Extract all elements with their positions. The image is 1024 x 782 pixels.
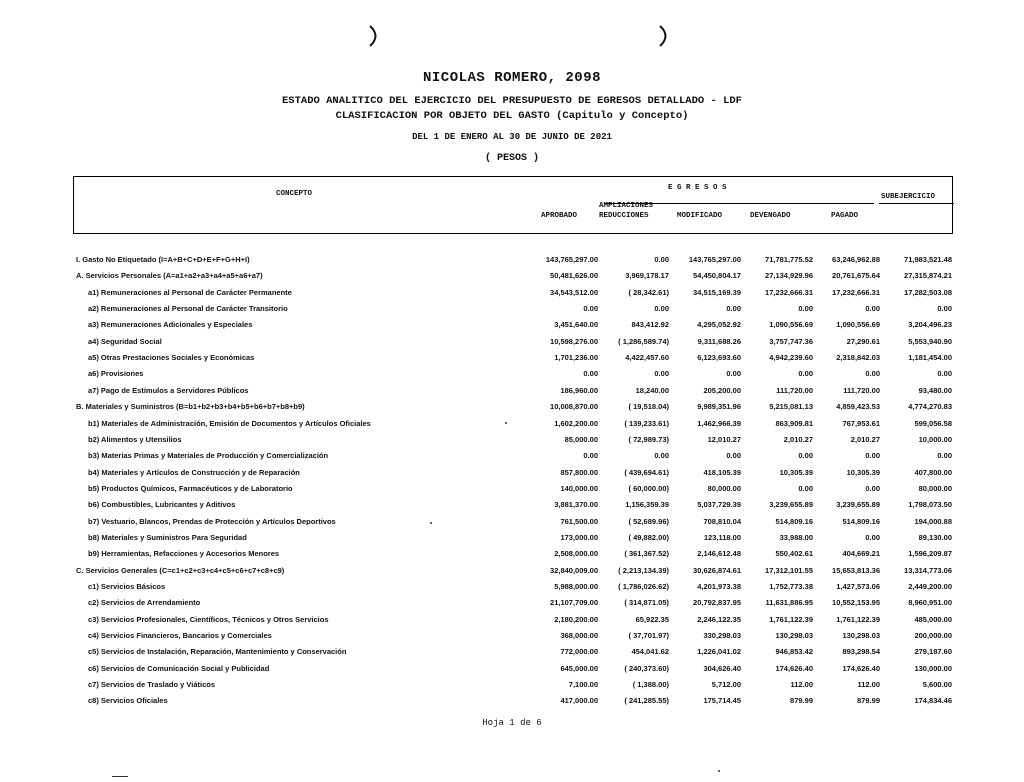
row-sub: 80,000.00 <box>918 483 952 493</box>
row-devengado: 1,752,773.38 <box>769 582 813 591</box>
row-aprobado: 143,765,297.00 <box>545 255 598 264</box>
report-currency: ( PESOS ) <box>484 153 539 164</box>
row-modificado: 30,626,874.61 <box>693 565 741 575</box>
row-modificado: 9,989,351.96 <box>697 402 741 412</box>
row-concept: c6) Servicios de Comunicación Social y Publicidad <box>88 663 270 673</box>
row-amp: ( 1,286,589.74) <box>618 336 669 346</box>
row-aprobado: 1,701,236.00 <box>554 353 598 363</box>
table-row <box>0 500 1024 516</box>
scan-speck <box>505 422 507 424</box>
row-devengado: 17,232,666.31 <box>765 287 813 297</box>
table-row <box>0 304 1024 320</box>
table-row <box>0 288 1024 304</box>
row-amp: 3,969,178.17 <box>625 271 669 281</box>
row-modificado: 12,010.27 <box>707 434 741 444</box>
table-row <box>0 566 1024 582</box>
row-devengado: 0.00 <box>798 483 813 493</box>
header-reducciones: REDUCCIONES <box>599 212 649 220</box>
row-devengado: 0.00 <box>798 304 813 314</box>
row-concept: c4) Servicios Financieros, Bancarios y Comerciales <box>88 631 272 641</box>
row-modificado: 5,712.00 <box>711 680 741 690</box>
row-sub: 8,960,951.00 <box>908 598 952 608</box>
row-aprobado: 761,500.00 <box>560 516 598 526</box>
row-sub: 194,000.88 <box>914 516 952 526</box>
table-row <box>0 680 1024 696</box>
table-row <box>0 615 1024 631</box>
report-subtitle: CLASIFICACION POR OBJETO DEL GASTO (Capitulo y Concepto) <box>335 110 689 122</box>
row-amp: ( 37,701.97) <box>628 631 669 641</box>
table-row <box>0 631 1024 647</box>
row-modificado: 205,200.00 <box>703 385 741 395</box>
row-sub: 5,600.00 <box>922 680 952 690</box>
row-concept: a5) Otras Prestaciones Sociales y Económicas <box>88 353 255 363</box>
row-modificado: 143,765,297.00 <box>688 255 741 264</box>
table-row <box>0 598 1024 614</box>
row-concept: b7) Vestuario, Blancos, Prendas de Protección y Artículos Deportivos <box>88 516 336 526</box>
row-pagado: 0.00 <box>865 483 880 493</box>
row-devengado: 10,305.39 <box>779 467 813 477</box>
scan-speck <box>430 522 432 524</box>
row-modificado: 1,462,966.39 <box>697 418 741 428</box>
row-concept: B. Materiales y Suministros (B=b1+b2+b3+b4+b5+b6+b7+b8+b9) <box>76 402 305 412</box>
row-concept: b5) Productos Químicos, Farmacéuticos y de Laboratorio <box>88 483 293 493</box>
row-devengado: 0.00 <box>798 369 813 379</box>
row-pagado: 2,010.27 <box>850 434 880 444</box>
row-aprobado: 7,100.00 <box>568 680 598 690</box>
row-amp: 454,041.62 <box>631 647 669 657</box>
row-pagado: 174,626.40 <box>842 663 880 673</box>
row-concept: c8) Servicios Oficiales <box>88 696 168 706</box>
row-aprobado: 140,000.00 <box>560 483 598 493</box>
row-concept: A. Servicios Personales (A=a1+a2+a3+a4+a5+a6+a7) <box>76 271 263 281</box>
row-amp: 0.00 <box>654 304 669 314</box>
scan-speck <box>718 770 720 772</box>
table-row <box>0 320 1024 336</box>
row-amp: ( 60,000.00) <box>628 483 669 493</box>
row-pagado: 130,298.03 <box>842 631 880 641</box>
row-amp: ( 240,373.60) <box>624 663 669 673</box>
punch-hole-left-icon <box>365 22 383 50</box>
row-modificado: 0.00 <box>726 451 741 461</box>
row-sub: 4,774,270.83 <box>908 402 952 412</box>
row-sub: 0.00 <box>937 304 952 314</box>
row-pagado: 3,239,655.89 <box>836 500 880 510</box>
row-aprobado: 0.00 <box>583 451 598 461</box>
header-pagado: PAGADO <box>831 212 859 220</box>
table-row <box>0 647 1024 663</box>
row-modificado: 2,146,612.48 <box>697 549 741 559</box>
row-modificado: 34,515,169.39 <box>693 287 741 297</box>
row-sub: 130,000.00 <box>914 663 952 673</box>
row-pagado: 1,761,122.39 <box>836 614 880 624</box>
table-row <box>0 271 1024 287</box>
row-pagado: 111,720.00 <box>843 385 880 395</box>
row-sub: 3,204,496.23 <box>908 320 952 330</box>
header-concepto: CONCEPTO <box>276 190 313 198</box>
row-pagado: 893,298.54 <box>842 647 880 657</box>
row-sub: 599,056.58 <box>914 418 952 428</box>
row-sub: 485,000.00 <box>914 614 952 624</box>
row-aprobado: 21,107,709.00 <box>550 598 598 608</box>
row-aprobado: 10,008,870.00 <box>550 402 598 412</box>
row-concept: c7) Servicios de Traslado y Viáticos <box>88 680 216 690</box>
row-aprobado: 32,840,009.00 <box>550 565 598 575</box>
row-concept: a3) Remuneraciones Adicionales y Especiales <box>88 320 253 330</box>
row-concept: b6) Combustibles, Lubricantes y Aditivos <box>88 500 236 510</box>
row-aprobado: 2,180,200.00 <box>554 614 598 624</box>
row-pagado: 1,090,556.69 <box>836 320 880 330</box>
row-devengado: 112.00 <box>790 680 813 690</box>
row-devengado: 4,942,239.60 <box>769 353 813 363</box>
table-row <box>0 517 1024 533</box>
row-modificado: 304,626.40 <box>703 663 741 673</box>
row-modificado: 708,810.04 <box>703 516 741 526</box>
row-pagado: 0.00 <box>865 304 880 314</box>
row-amp: 65,922.35 <box>635 614 669 624</box>
row-modificado: 175,714.45 <box>703 696 741 706</box>
row-devengado: 27,134,929.96 <box>765 271 813 281</box>
row-sub: 10,000.00 <box>918 434 952 444</box>
header-aprobado: APROBADO <box>541 212 578 220</box>
row-concept: a7) Pago de Estímulos a Servidores Públicos <box>88 385 249 395</box>
row-aprobado: 417,000.00 <box>560 696 598 706</box>
report-title: ESTADO ANALITICO DEL EJERCICIO DEL PRESUPUESTO DE EGRESOS DETALLADO - LDF <box>282 95 742 107</box>
row-concept: b3) Materias Primas y Materiales de Producción y Comercialización <box>88 451 329 461</box>
table-row <box>0 419 1024 435</box>
row-modificado: 4,295,052.92 <box>697 320 741 330</box>
row-concept: b1) Materiales de Administración, Emisión de Documentos y Artículos Oficiales <box>88 418 371 428</box>
row-sub: 0.00 <box>937 451 952 461</box>
row-sub: 5,553,940.90 <box>908 336 952 346</box>
row-devengado: 5,215,081.13 <box>769 402 813 412</box>
row-pagado: 20,761,675.64 <box>832 271 880 281</box>
row-amp: 4,422,457.60 <box>625 353 669 363</box>
table-row <box>0 369 1024 385</box>
row-sub: 13,314,773.06 <box>904 565 952 575</box>
row-modificado: 0.00 <box>726 369 741 379</box>
table-row <box>0 664 1024 680</box>
row-pagado: 0.00 <box>865 532 880 542</box>
table-row <box>0 582 1024 598</box>
row-amp: 0.00 <box>654 451 669 461</box>
row-pagado: 514,809.16 <box>842 516 880 526</box>
row-amp: ( 52,689.96) <box>628 516 669 526</box>
row-aprobado: 3,451,640.00 <box>554 320 598 330</box>
row-devengado: 946,853.42 <box>775 647 813 657</box>
row-concept: a1) Remuneraciones al Personal de Carácter Permanente <box>88 287 292 297</box>
table-row <box>0 549 1024 565</box>
row-amp: 843,412.92 <box>631 320 669 330</box>
row-amp: ( 241,285.55) <box>624 696 669 706</box>
page-footer: Hoja 1 de 6 <box>482 718 542 728</box>
punch-hole-right-icon <box>655 22 673 50</box>
row-modificado: 6,123,693.60 <box>697 353 741 363</box>
row-concept: a2) Remuneraciones al Personal de Carácter Transitorio <box>88 304 288 314</box>
row-pagado: 17,232,666.31 <box>832 287 880 297</box>
margin-mark <box>112 776 128 777</box>
row-concept: a4) Seguridad Social <box>88 336 162 346</box>
row-aprobado: 857,800.00 <box>560 467 598 477</box>
row-devengado: 111,720.00 <box>776 385 813 395</box>
row-devengado: 550,402.61 <box>775 549 813 559</box>
row-aprobado: 85,000.00 <box>564 434 598 444</box>
header-subejercicio: SUBEJERCICIO <box>881 193 936 201</box>
table-row <box>0 696 1024 712</box>
row-amp: 18,240.00 <box>635 385 669 395</box>
row-pagado: 0.00 <box>865 369 880 379</box>
row-devengado: 1,761,122.39 <box>769 614 813 624</box>
row-pagado: 10,552,153.95 <box>832 598 880 608</box>
row-amp: ( 49,882.00) <box>628 532 669 542</box>
table-row <box>0 402 1024 418</box>
row-pagado: 2,318,842.03 <box>836 353 880 363</box>
row-aprobado: 34,543,512.00 <box>550 287 598 297</box>
row-pagado: 767,953.61 <box>842 418 880 428</box>
row-modificado: 54,450,804.17 <box>693 271 741 281</box>
row-concept: c3) Servicios Profesionales, Científicos, Técnicos y Otros Servicios <box>88 614 329 624</box>
row-modificado: 1,226,041.02 <box>697 647 741 657</box>
row-modificado: 418,105.39 <box>703 467 741 477</box>
table-row <box>0 435 1024 451</box>
row-modificado: 123,118.00 <box>703 532 741 542</box>
row-modificado: 330,298.03 <box>703 631 741 641</box>
row-devengado: 3,757,747.36 <box>769 336 813 346</box>
row-sub: 2,449,200.00 <box>908 582 952 591</box>
row-pagado: 15,653,813.36 <box>832 565 880 575</box>
row-aprobado: 0.00 <box>583 304 598 314</box>
row-sub: 1,596,209.87 <box>908 549 952 559</box>
row-devengado: 1,090,556.69 <box>769 320 813 330</box>
header-modificado: MODIFICADO <box>677 212 723 220</box>
row-sub: 17,282,503.08 <box>904 287 952 297</box>
row-amp: 0.00 <box>654 255 669 264</box>
row-devengado: 2,010.27 <box>783 434 813 444</box>
row-aprobado: 2,508,000.00 <box>554 549 598 559</box>
row-amp: ( 1,786,026.62) <box>618 582 669 591</box>
row-sub: 0.00 <box>937 369 952 379</box>
table-row <box>0 533 1024 549</box>
row-modificado: 20,792,837.95 <box>693 598 741 608</box>
report-period: DEL 1 DE ENERO AL 30 DE JUNIO DE 2021 <box>412 132 612 142</box>
row-pagado: 0.00 <box>865 451 880 461</box>
row-devengado: 863,909.81 <box>775 418 813 428</box>
row-pagado: 112.00 <box>857 680 880 690</box>
row-devengado: 514,809.16 <box>775 516 813 526</box>
row-devengado: 879.99 <box>790 696 813 706</box>
header-egresos: E G R E S O S <box>668 184 727 192</box>
row-sub: 174,834.46 <box>914 696 952 706</box>
row-concept: C. Servicios Generales (C=c1+c2+c3+c4+c5+c6+c7+c8+c9) <box>76 565 285 575</box>
table-row <box>0 386 1024 402</box>
row-aprobado: 368,000.00 <box>560 631 598 641</box>
row-devengado: 0.00 <box>798 451 813 461</box>
row-pagado: 4,859,423.53 <box>836 402 880 412</box>
header-devengado: DEVENGADO <box>750 212 791 220</box>
row-amp: ( 2,213,134.39) <box>618 565 669 575</box>
row-devengado: 17,312,101.55 <box>765 565 813 575</box>
row-sub: 1,181,454.00 <box>908 353 952 363</box>
row-devengado: 11,631,886.95 <box>765 598 813 608</box>
row-aprobado: 772,000.00 <box>560 647 598 657</box>
table-row <box>0 337 1024 353</box>
table-row <box>0 255 1024 271</box>
row-aprobado: 10,598,276.00 <box>550 336 598 346</box>
header-ampliaciones: AMPLIACIONES <box>599 202 654 210</box>
row-pagado: 63,246,962.88 <box>832 255 880 264</box>
row-sub: 407,800.00 <box>914 467 952 477</box>
row-aprobado: 5,988,000.00 <box>554 582 598 591</box>
row-amp: ( 19,518.04) <box>628 402 669 412</box>
row-amp: 1,156,359.39 <box>625 500 669 510</box>
row-modificado: 0.00 <box>726 304 741 314</box>
row-amp: ( 139,233.61) <box>624 418 669 428</box>
row-sub: 200,000.00 <box>914 631 952 641</box>
row-pagado: 27,290.61 <box>846 336 880 346</box>
row-concept: b9) Herramientas, Refacciones y Accesorios Menores <box>88 549 280 559</box>
row-concept: b4) Materiales y Artículos de Construcción y de Reparación <box>88 467 300 477</box>
entity-title: NICOLAS ROMERO, 2098 <box>422 70 602 86</box>
row-amp: ( 439,694.61) <box>624 467 669 477</box>
row-amp: ( 28,342.61) <box>628 287 669 297</box>
row-concept: c5) Servicios de Instalación, Reparación, Mantenimiento y Conservación <box>88 647 347 657</box>
row-modificado: 4,201,973.38 <box>697 582 741 591</box>
subejercicio-divider <box>879 203 954 204</box>
row-amp: 0.00 <box>654 369 669 379</box>
row-concept: b2) Alimentos y Utensilios <box>88 434 182 444</box>
row-sub: 279,187.60 <box>914 647 952 657</box>
table-row <box>0 353 1024 369</box>
row-devengado: 130,298.03 <box>775 631 813 641</box>
table-row <box>0 468 1024 484</box>
row-concept: a6) Provisiones <box>88 369 144 379</box>
row-pagado: 10,305.39 <box>846 467 880 477</box>
row-aprobado: 645,000.00 <box>560 663 598 673</box>
row-sub: 27,315,874.21 <box>904 271 952 281</box>
row-devengado: 33,988.00 <box>779 532 813 542</box>
row-amp: ( 361,367.52) <box>624 549 669 559</box>
row-sub: 1,798,073.50 <box>908 500 952 510</box>
row-aprobado: 50,481,626.00 <box>550 271 598 281</box>
row-sub: 71,983,521.48 <box>904 255 952 264</box>
row-pagado: 1,427,573.06 <box>836 582 880 591</box>
row-sub: 93,480.00 <box>918 385 952 395</box>
row-amp: ( 314,871.05) <box>624 598 669 608</box>
row-aprobado: 0.00 <box>583 369 598 379</box>
row-concept: b8) Materiales y Suministros Para Seguridad <box>88 532 247 542</box>
row-pagado: 404,669.21 <box>842 549 880 559</box>
row-modificado: 9,311,688.26 <box>697 336 741 346</box>
row-concept: c1) Servicios Básicos <box>88 582 166 591</box>
row-amp: ( 1,388.00) <box>632 680 669 690</box>
row-concept: c2) Servicios de Arrendamiento <box>88 598 201 608</box>
table-row <box>0 451 1024 467</box>
row-aprobado: 173,000.00 <box>560 532 598 542</box>
row-devengado: 71,781,775.52 <box>765 255 813 264</box>
row-pagado: 879.99 <box>857 696 880 706</box>
table-header-box <box>73 176 953 234</box>
row-modificado: 2,246,122.35 <box>697 614 741 624</box>
row-sub: 89,130.00 <box>918 532 952 542</box>
row-aprobado: 3,881,370.00 <box>554 500 598 510</box>
table-row <box>0 484 1024 500</box>
row-amp: ( 72,989.73) <box>628 434 669 444</box>
row-devengado: 174,626.40 <box>775 663 813 673</box>
row-devengado: 3,239,655.89 <box>769 500 813 510</box>
row-aprobado: 1,602,200.00 <box>554 418 598 428</box>
row-modificado: 80,000.00 <box>707 483 741 493</box>
row-concept: I. Gasto No Etiquetado (I=A+B+C+D+E+F+G+H+I) <box>76 255 250 264</box>
row-aprobado: 186,960.00 <box>560 385 598 395</box>
row-modificado: 5,037,729.39 <box>697 500 741 510</box>
